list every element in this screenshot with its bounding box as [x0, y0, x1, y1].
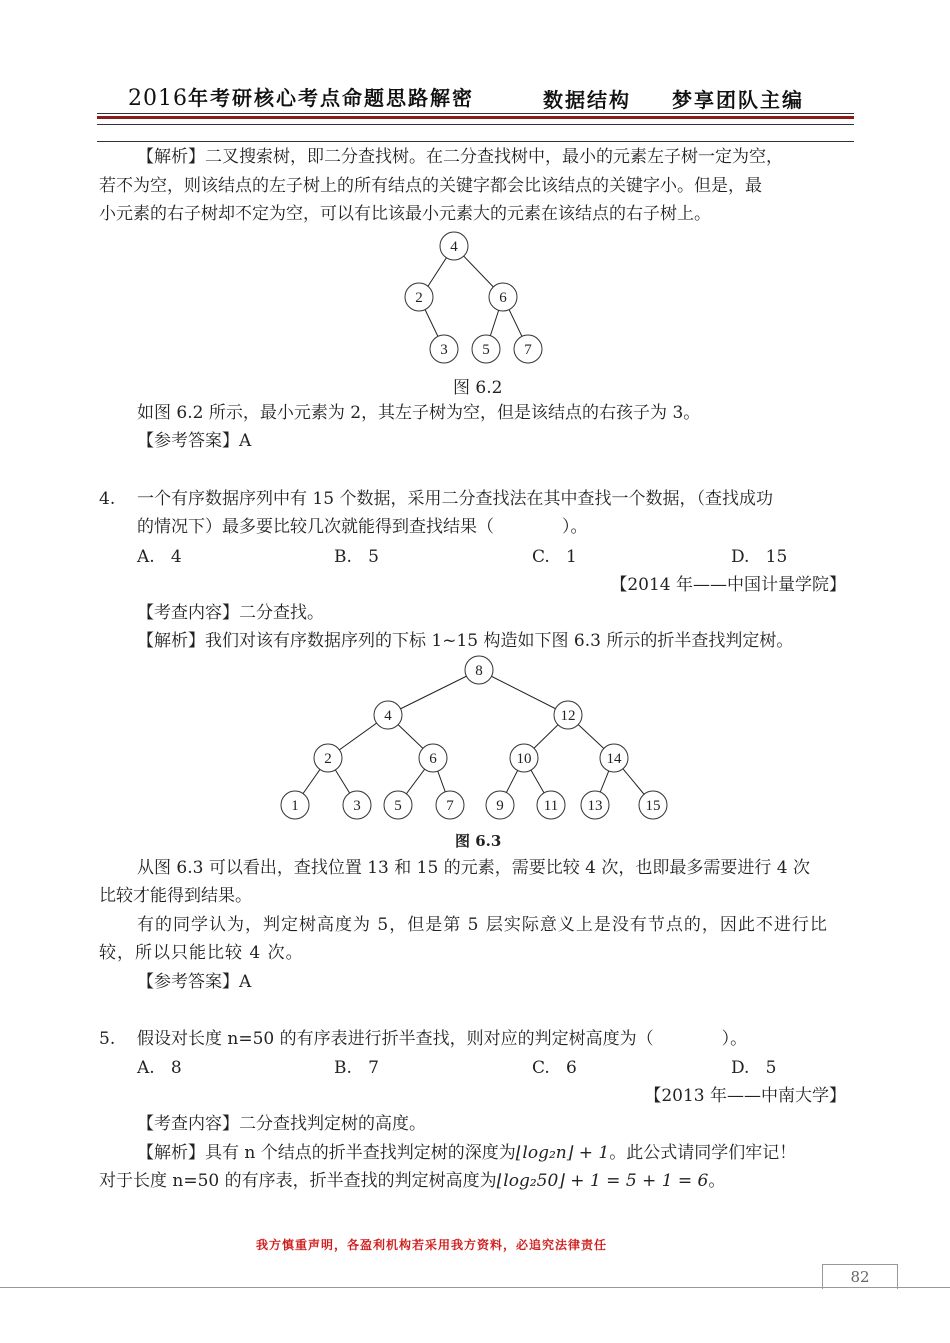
- q4-note-line-2: 较，所以只能比较 4 次。: [99, 943, 304, 963]
- q5-stem: 假设对长度 n=50 的有序表进行折半查找，则对应的判定树高度为（ ）。: [137, 1029, 748, 1049]
- option-value: 15: [765, 547, 788, 567]
- tree-node-label: 9: [496, 798, 504, 814]
- q4-stem-line-1: 一个有序数据序列中有 15 个数据，采用二分查找法在其中查找一个数据，（查找成功: [137, 489, 773, 509]
- option-value: 6: [566, 1058, 577, 1078]
- q5-option-a: [137, 1057, 182, 1079]
- page-header-title: [128, 82, 474, 111]
- option-letter: A.: [137, 1058, 155, 1078]
- q4-analysis: 【解析】我们对该有序数据序列的下标 1~15 构造如下图 6.3 所示的折半查找判定树。: [137, 631, 794, 651]
- q5-option-b: [334, 1057, 379, 1079]
- tree-node-label: 15: [645, 798, 661, 814]
- tree-node-label: 10: [516, 751, 532, 767]
- q4-option-c: [532, 546, 577, 568]
- option-value: 5: [368, 547, 379, 567]
- q5-option-d: [731, 1057, 776, 1079]
- q5-option-c: [532, 1057, 577, 1079]
- option-letter: A.: [137, 547, 155, 567]
- formula-tree-height: ⌊log₂50⌋ + 1 = 5 + 1 = 6: [496, 1171, 709, 1191]
- figure-6-3-caption: 图 6.3: [455, 832, 502, 850]
- tree-node-label: 8: [475, 663, 483, 679]
- tree-node-label: 2: [324, 751, 332, 767]
- tree-node-label: 14: [606, 751, 622, 767]
- q5-number: 5.: [99, 1029, 116, 1049]
- answer-q3: 【参考答案】A: [137, 431, 252, 451]
- option-letter: C.: [532, 547, 550, 567]
- text-block-underline: [97, 141, 854, 142]
- tree-node-label: 6: [429, 751, 437, 767]
- q5-analysis-suffix: 。此公式请同学们牢记！: [609, 1143, 797, 1163]
- analysis-line-1: 【解析】二叉搜索树，即二分查找树。在二分查找树中，最小的元素左子树一定为空，: [137, 147, 783, 167]
- tree-node-label: 1: [291, 798, 299, 814]
- analysis-line-3: 小元素的右子树却不定为空，可以有比该最小元素大的元素在该结点的右子树上。: [99, 204, 711, 224]
- tree-node-label: 7: [446, 798, 454, 814]
- q5-analysis-line-1: [137, 1142, 796, 1164]
- answer-q4: 【参考答案】A: [137, 972, 252, 992]
- q5-topic: 【考查内容】二分查找判定树的高度。: [137, 1114, 426, 1134]
- option-value: 4: [170, 547, 182, 567]
- figure-6-2-explanation: 如图 6.2 所示，最小元素为 2，其左子树为空，但是该结点的右孩子为 3。: [137, 403, 701, 423]
- q5-analysis-prefix: 【解析】具有 n 个结点的折半查找判定树的深度为: [137, 1143, 516, 1163]
- formula-tree-depth: ⌊log₂n⌋ + 1: [515, 1143, 610, 1163]
- option-letter: D.: [731, 547, 750, 567]
- q4-explanation-line-1: 从图 6.3 可以看出，查找位置 13 和 15 的元素，需要比较 4 次，也即最多需要进行 4 次: [137, 858, 810, 878]
- q4-topic: 【考查内容】二分查找。: [137, 603, 324, 623]
- tree-node-label: 2: [415, 290, 423, 306]
- option-value: 5: [765, 1058, 777, 1078]
- header-main: 年考研核心考点命题思路解密: [188, 86, 474, 110]
- copyright-notice: 我方慎重声明，各盈利机构若采用我方资料，必追究法律责任: [256, 1238, 608, 1252]
- q5-line2-suffix: 。: [708, 1171, 726, 1191]
- q4-source: 【2014 年——中国计量学院】: [610, 575, 846, 595]
- header-rule-thin: [97, 113, 854, 114]
- tree-node-label: 5: [394, 798, 402, 814]
- header-subject: 数据结构: [543, 88, 631, 112]
- option-value: 8: [170, 1058, 182, 1078]
- option-letter: B.: [334, 547, 352, 567]
- tree-node-label: 6: [499, 290, 507, 306]
- page-number: 82: [822, 1264, 898, 1289]
- q5-line2-prefix: 对于长度 n=50 的有序表，折半查找的判定树高度为: [99, 1171, 497, 1191]
- tree-node-label: 12: [560, 708, 576, 724]
- figure-6-3-tree: [270, 653, 680, 828]
- q5-source: 【2013 年——中南大学】: [644, 1086, 846, 1106]
- header-rule-red: [97, 116, 854, 119]
- analysis-line-2: 若不为空，则该结点的左子树上的所有结点的关键字都会比该结点的关键字小。但是，最: [99, 176, 762, 196]
- q4-number: 4.: [99, 489, 116, 509]
- q4-stem-line-2: 的情况下）最多要比较几次就能得到查找结果（ ）。: [137, 517, 588, 537]
- tree-node-label: 4: [384, 708, 392, 724]
- footer-rule: [0, 1287, 950, 1288]
- tree-node-label: 5: [482, 342, 490, 358]
- tree-node-label: 3: [353, 798, 361, 814]
- tree-node-label: 4: [450, 239, 458, 255]
- option-value: 1: [566, 547, 577, 567]
- tree-node-label: 13: [587, 798, 603, 814]
- figure-6-2-caption: 图 6.2: [453, 378, 503, 398]
- option-value: 7: [368, 1058, 379, 1078]
- q4-explanation-line-2: 比较才能得到结果。: [99, 886, 252, 906]
- figure-6-2-tree: [390, 225, 560, 370]
- q4-option-b: [334, 546, 379, 568]
- option-letter: D.: [731, 1058, 750, 1078]
- tree-node-label: 3: [440, 342, 448, 358]
- q4-note-line-1: 有的同学认为，判定树高度为 5，但是第 5 层实际意义上是没有节点的，因此不进行比: [137, 915, 828, 935]
- option-letter: B.: [334, 1058, 352, 1078]
- header-rule-thin-2: [97, 124, 854, 125]
- option-letter: C.: [532, 1058, 550, 1078]
- tree-node-label: 11: [543, 798, 559, 814]
- q4-option-d: [731, 546, 787, 568]
- header-editor: 梦享团队主编: [672, 88, 804, 112]
- header-year: 2016: [128, 86, 188, 111]
- q4-option-a: [137, 546, 182, 568]
- tree-node-label: 7: [524, 342, 532, 358]
- q5-analysis-line-2: [99, 1170, 725, 1192]
